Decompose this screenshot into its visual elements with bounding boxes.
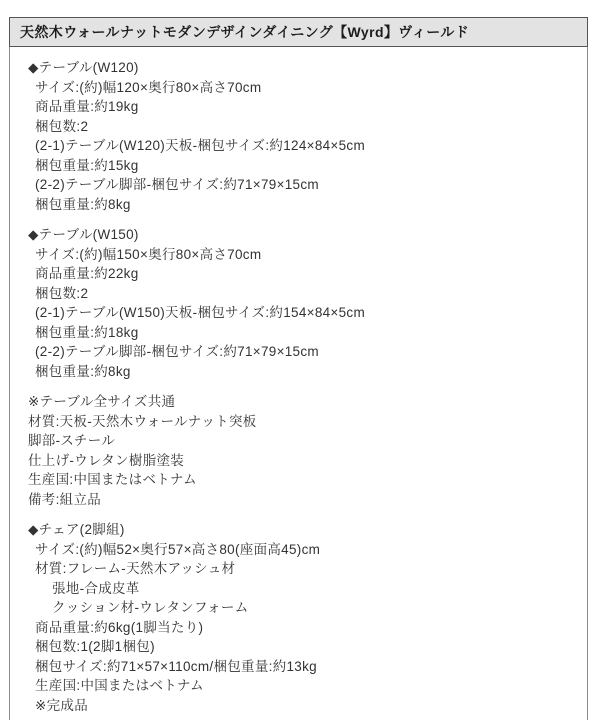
spec-line: 梱包重量:約18kg (35, 324, 139, 340)
spec-line: 梱包重量:約8kg (35, 196, 131, 212)
spec-line: (2-1)テーブル(W120)天板-梱包サイズ:約124×84×5cm (35, 138, 366, 153)
product-title: 天然木ウォールナットモダンデザインダイニング【Wyrd】ヴィールド (20, 24, 470, 40)
spec-line: 梱包重量:約15kg (35, 157, 139, 173)
spec-line: 脚部-スチール (28, 433, 116, 448)
spec-line: 梱包数:1(2脚1梱包) (35, 639, 155, 654)
spec-header-bar (9, 17, 588, 47)
spec-line: 商品重量:約22kg (35, 266, 139, 281)
spec-line: ※完成品 (35, 697, 89, 713)
spec-line: 梱包数:2 (35, 118, 89, 134)
spec-line: 備考:組立品 (28, 491, 102, 507)
spec-line: クッション材-ウレタンフォーム (52, 600, 249, 615)
spec-line: ◆テーブル(W120) (28, 60, 139, 75)
section-table-common-notes (28, 392, 569, 509)
spec-line: サイズ:(約)幅150×奥行80×高さ70cm (35, 246, 262, 262)
spec-line: (2-2)テーブル脚部-梱包サイズ:約71×79×15cm (35, 177, 319, 192)
spec-line: 商品重量:約6kg(1脚当たり) (35, 619, 204, 635)
spec-line: (2-1)テーブル(W150)天板-梱包サイズ:約154×84×5cm (35, 305, 366, 320)
spec-body (9, 47, 588, 720)
spec-line: ※テーブル全サイズ共通 (28, 394, 176, 409)
spec-line: 材質:天板-天然木ウォールナット突板 (28, 413, 257, 429)
spec-line: (2-2)テーブル脚部-梱包サイズ:約71×79×15cm (35, 344, 319, 359)
spec-line: 梱包数:2 (35, 285, 89, 301)
spec-line: 生産国:中国またはベトナム (35, 678, 204, 693)
spec-line: ◆テーブル(W150) (28, 227, 139, 242)
product-spec-box (9, 17, 588, 720)
spec-line: 梱包重量:約8kg (35, 363, 131, 379)
spec-line: 張地-合成皮革 (52, 580, 140, 596)
section-chair (28, 520, 569, 715)
section-table-w150 (28, 225, 569, 381)
spec-line: 仕上げ-ウレタン樹脂塗装 (28, 452, 185, 468)
section-table-w120 (28, 58, 569, 214)
spec-line: 商品重量:約19kg (35, 99, 139, 114)
spec-line: 生産国:中国またはベトナム (28, 472, 197, 487)
spec-line: ◆チェア(2脚組) (28, 522, 125, 537)
spec-line: 梱包サイズ:約71×57×110cm/梱包重量:約13kg (35, 658, 317, 674)
spec-line: サイズ:(約)幅52×奥行57×高さ80(座面高45)cm (35, 541, 321, 557)
spec-line: 材質:フレーム-天然木アッシュ材 (35, 561, 236, 576)
spec-line: サイズ:(約)幅120×奥行80×高さ70cm (35, 79, 262, 95)
